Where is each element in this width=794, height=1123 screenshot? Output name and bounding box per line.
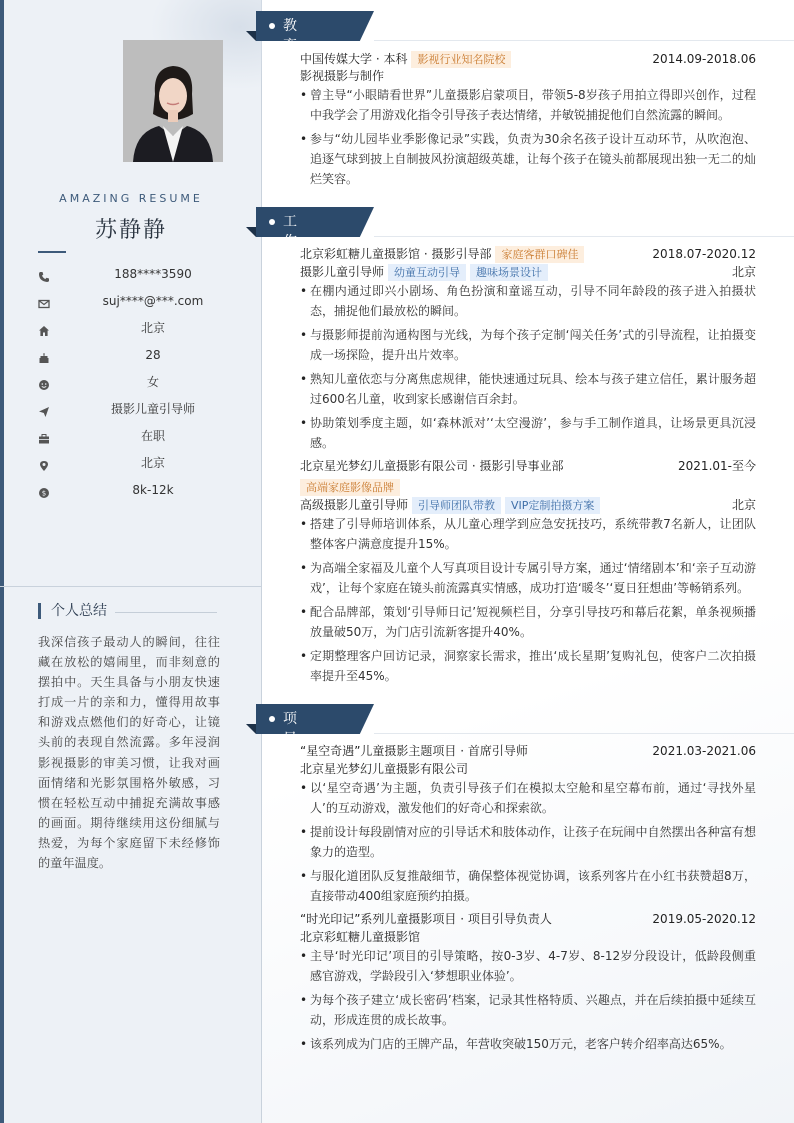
project-bullet: • 提前设计每段剧情对应的引导话术和肢体动作，让孩子在玩闹中自然摆出各种富有想象力的造型。 (300, 822, 756, 862)
info-value: 28 (145, 348, 161, 362)
mail-icon (38, 295, 50, 307)
education-section-title: 教育经历 (283, 18, 298, 94)
role-tag: VIP定制拍摄方案 (505, 497, 600, 514)
main-content (262, 0, 794, 1123)
role-tag: 趣味场景设计 (470, 264, 548, 281)
summary-heading-rule (115, 612, 217, 613)
job-role: 摄影儿童引导师 (300, 265, 385, 279)
role-tag: 引导师团队带教 (412, 497, 501, 514)
project-org: 北京彩虹糖儿童摄影馆 (300, 930, 421, 944)
info-home (38, 319, 248, 339)
resume-tagline: AMAZING RESUME (59, 192, 203, 205)
project-title: “时光印记”系列儿童摄影项目 · 项目引导负责人 (300, 912, 552, 926)
project-bullet: • 主导‘时光印记’项目的引导策略，按0-3岁、4-7岁、8-12岁分段设计，低龄段侧重感官游戏，学龄段引入‘梦想职业体验’。 (300, 946, 756, 986)
job-city: 北京 (731, 265, 756, 279)
cake-icon (38, 349, 50, 361)
location-pin-icon (38, 457, 50, 469)
sidebar-divider (0, 586, 262, 587)
sidebar (0, 0, 262, 1123)
job-header-row (300, 457, 756, 475)
info-location (38, 454, 248, 474)
send-icon (38, 403, 50, 415)
major: 影视摄影与制作 (300, 69, 385, 83)
info-value: suj****@***.com (102, 294, 204, 308)
project-bullet: • 该系列成为门店的王牌产品，年营收突破150万元，老客户转介绍率高达65%。 (300, 1034, 756, 1054)
job-role-row (300, 496, 756, 514)
summary-text: 我深信孩子最动人的瞬间，往往藏在放松的嬉闹里，而非刻意的摆拍中。天生具备与小朋友快速打成一片的亲和力，懂得用故事和游戏点燃他们的好奇心，让镜头前的表现自然流露。多年浸润影视摄影的审美习惯，让我对画面情绪和光影氛围格外敏感，习惯在轻松互动中捕捉充满故事感的画面。期待继续用这份细腻与热爱，为每个家庭留下未经修饰的童年温度。 (38, 635, 220, 871)
job-header-row (300, 245, 756, 263)
company-tag: 家庭客群口碑佳 (495, 246, 584, 263)
project-bullet: • 为每个孩子建立‘成长密码’档案，记录其性格特质、兴趣点，并在后续拍摄中延续互动，形成连贯的成长故事。 (300, 990, 756, 1030)
job-bullet: • 定期整理客户回访记录，洞察家长需求，推出‘成长星期’复购礼包，使客户二次拍摄率提升至45%。 (300, 646, 756, 686)
info-value: 北京 (140, 456, 165, 470)
job-city: 北京 (731, 498, 756, 512)
job-bullet: • 与摄影师提前沟通构图与光线，为每个孩子定制‘闯关任务’式的引导流程，让拍摄变成一场探险，提升出片效率。 (300, 325, 756, 365)
profile-photo (123, 40, 223, 162)
job-bullet: • 熟知儿童依恋与分离焦虑规律，能快速通过玩具、绘本与孩子建立信任，累计服务超过600名儿童，收到家长感谢信百余封。 (300, 369, 756, 409)
work-section-title: 工作经历 (283, 214, 298, 290)
project-title: “星空奇遇”儿童摄影主题项目 · 首席引导师 (300, 744, 528, 758)
name-underline (38, 251, 66, 253)
job-date: 2018.07-2020.12 (652, 247, 756, 261)
candidate-name: 苏静静 (94, 218, 167, 243)
info-gender (38, 373, 248, 393)
education-header-row (300, 50, 756, 68)
briefcase-icon (38, 430, 50, 442)
project-bullet: • 以‘星空奇遇’为主题，负责引导孩子们在模拟太空舱和星空幕布前，通过‘寻找外星人’的互动游戏，激发他们的好奇心和探索欲。 (300, 778, 756, 818)
home-icon (38, 322, 50, 334)
education-date: 2014.09-2018.06 (652, 52, 756, 66)
info-phone (38, 265, 248, 285)
project-date: 2019.05-2020.12 (652, 912, 756, 926)
company-name: 北京彩虹糖儿童摄影馆 · 摄影引导部 (300, 247, 492, 261)
info-value: 8k-12k (132, 483, 174, 497)
job-date: 2021.01-至今 (678, 459, 756, 473)
svg-text:$: $ (41, 489, 47, 498)
school-tag: 影视行业知名院校 (411, 51, 511, 68)
job-bullet: • 为高端全家福及儿童个人写真项目设计专属引导方案，通过‘情绪剧本’和‘亲子互动游戏’，让每个家庭在镜头前流露真实情感，成功打造‘暖冬’‘夏日狂想曲’等畅销系列。 (300, 558, 756, 598)
job-bullet: • 协助策划季度主题，如‘森林派对’‘太空漫游’，参与手工制作道具，让场景更具沉浸感。 (300, 413, 756, 453)
info-target-role (38, 400, 248, 420)
project-bullet: • 与服化道团队反复推敲细节，确保整体视觉协调，该系列客片在小红书获赞超8万，直接带动400组家庭预约拍摄。 (300, 866, 756, 906)
info-value: 在职 (140, 429, 165, 443)
salary-icon (38, 484, 50, 496)
summary-heading: 个人总结 (38, 603, 107, 619)
info-email (38, 292, 248, 312)
job-bullet: • 配合品牌部，策划‘引导师日记’短视频栏目，分享引导技巧和幕后花絮，单条视频播放量破50万，为门店引流新客提升40%。 (300, 602, 756, 642)
info-salary (38, 481, 248, 501)
info-value: 188****3590 (114, 267, 192, 281)
info-status (38, 427, 248, 447)
projects-section-title: 项目经历 (283, 711, 298, 787)
education-bullet: • 曾主导“小眼睛看世界”儿童摄影启蒙项目，带领5-8岁孩子用拍立得即兴创作，过程中我学会了用游戏化指令引导孩子表达情绪，并敏锐捕捉他们自然流露的瞬间。 (300, 85, 756, 125)
project-header-row (300, 742, 756, 760)
job-bullet: • 搭建了引导师培训体系，从儿童心理学到应急安抚技巧，系统带教7名新人，让团队整体客户满意度提升15%。 (300, 514, 756, 554)
company-name: 北京星光梦幻儿童摄影有限公司 · 摄影引导事业部 (300, 459, 564, 473)
education-bullet: • 参与“幼儿园毕业季影像记录”实践，负责为30余名孩子设计互动环节，从吹泡泡、追逐气球到披上自制披风扮演超级英雄，让每个孩子在镜头前都展现出独一无二的灿烂笑容。 (300, 129, 756, 189)
gender-icon (38, 376, 50, 388)
job-role: 高级摄影儿童引导师 (300, 498, 409, 512)
role-tag: 幼童互动引导 (388, 264, 466, 281)
info-age (38, 346, 248, 366)
job-bullet: • 在棚内通过即兴小剧场、角色扮演和童谣互动，引导不同年龄段的孩子进入拍摄状态，捕捉他们最放松的瞬间。 (300, 281, 756, 321)
sidebar-accent-bar (0, 0, 4, 1123)
info-value: 摄影儿童引导师 (110, 402, 195, 416)
project-org: 北京星光梦幻儿童摄影有限公司 (300, 762, 469, 776)
phone-icon (38, 268, 50, 280)
school-name: 中国传媒大学 · 本科 (300, 52, 408, 66)
job-role-row (300, 263, 756, 281)
company-tag: 高端家庭影像品牌 (300, 479, 400, 496)
info-value: 女 (146, 375, 159, 389)
company-tag-row (300, 478, 756, 496)
project-date: 2021.03-2021.06 (652, 744, 756, 758)
info-value: 北京 (140, 321, 165, 335)
project-header-row (300, 910, 756, 928)
